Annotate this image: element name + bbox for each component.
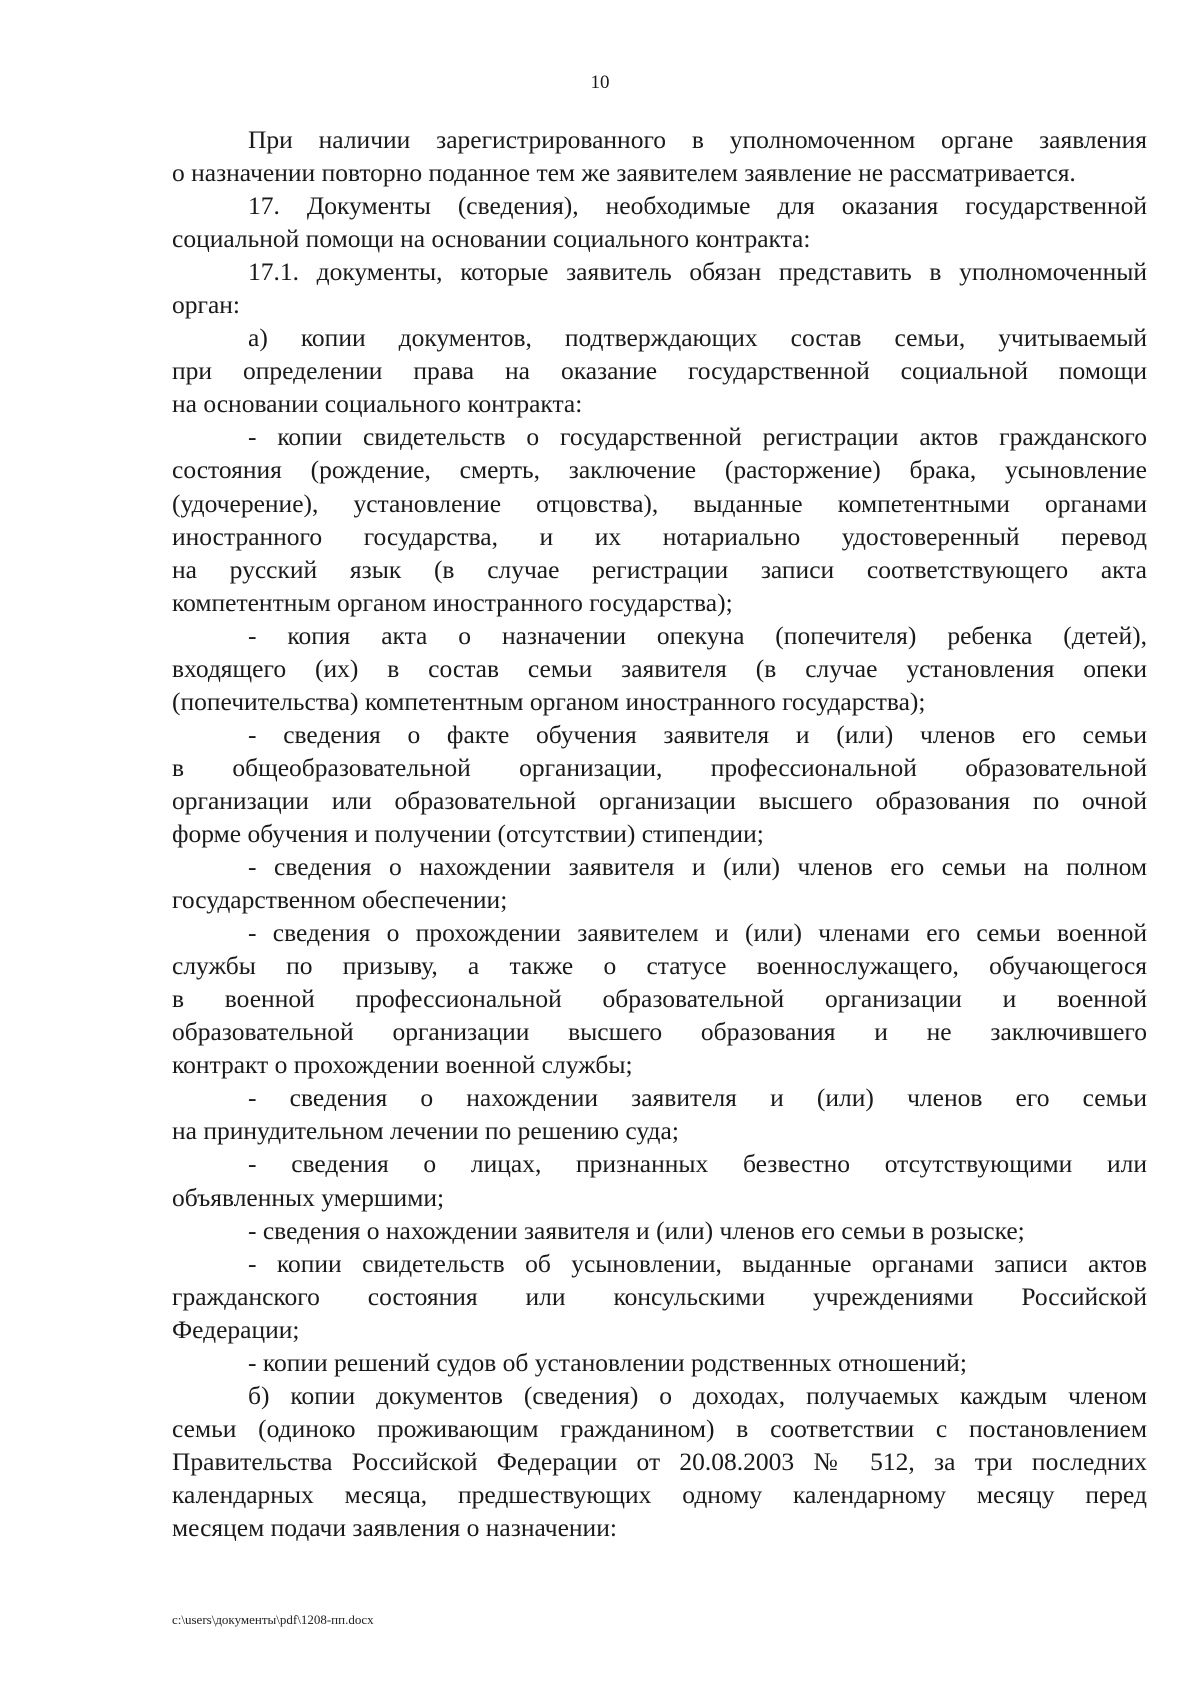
text-line: (удочерение), установление отцовства), выданные компетентными органами xyxy=(172,488,1147,518)
text-line: 17.1. документы, которые заявитель обязан представить в уполномоченный xyxy=(248,257,1147,287)
text-line: о назначении повторно поданное тем же заявителем заявление не рассматривается. xyxy=(172,158,1076,188)
text-line: а) копии документов, подтверждающих состав семьи, учитываемый xyxy=(248,323,1147,353)
paragraph xyxy=(172,1346,1147,1379)
text-line: объявленных умершими; xyxy=(172,1182,445,1212)
text-line: - сведения о факте обучения заявителя и (или) членов его семьи xyxy=(248,719,1147,749)
paragraph xyxy=(172,916,1147,1081)
text-line: календарных месяца, предшествующих одному календарному месяцу перед xyxy=(172,1479,1147,1509)
text-line: Федерации; xyxy=(172,1314,300,1344)
footer-file-path: c:\users\документы\pdf\1208-пп.docx xyxy=(172,1612,374,1627)
text-line: образовательной организации высшего образования и не заключившего xyxy=(172,1017,1147,1047)
text-line: - копия акта о назначении опекуна (попечителя) ребенка (детей), xyxy=(248,620,1147,650)
text-line: контракт о прохождении военной службы; xyxy=(172,1050,633,1080)
text-line: социальной помощи на основании социального контракта: xyxy=(172,224,811,254)
text-line: форме обучения и получении (отсутствии) стипендии; xyxy=(172,818,764,848)
text-line: - копии свидетельств об усыновлении, выданные органами записи актов xyxy=(248,1248,1147,1278)
text-line: в общеобразовательной организации, профессиональной образовательной xyxy=(172,752,1147,782)
text-line: государственном обеспечении; xyxy=(172,885,508,915)
paragraph xyxy=(172,1214,1147,1247)
text-line: б) копии документов (сведения) о доходах, получаемых каждым членом xyxy=(248,1380,1147,1410)
text-line: - сведения о лицах, признанных безвестно отсутствующими или xyxy=(248,1149,1147,1179)
paragraph xyxy=(172,255,1147,321)
text-line: на русский язык (в случае регистрации записи соответствующего акта xyxy=(172,554,1147,584)
paragraph xyxy=(172,189,1147,255)
text-line: - сведения о нахождении заявителя и (или) членов его семьи на полном xyxy=(248,852,1147,882)
text-line: службы по призыву, а также о статусе военнослужащего, обучающегося xyxy=(172,951,1147,981)
text-line: месяцем подачи заявления о назначении: xyxy=(172,1512,617,1542)
paragraph xyxy=(172,850,1147,916)
document-body xyxy=(172,123,1147,1544)
paragraph xyxy=(172,1147,1147,1213)
text-line: при определении права на оказание государственной социальной помощи xyxy=(172,356,1147,386)
paragraph xyxy=(172,619,1147,718)
paragraph xyxy=(172,420,1147,618)
paragraph xyxy=(172,1379,1147,1544)
text-line: При наличии зарегистрированного в уполномоченном органе заявления xyxy=(248,125,1147,154)
text-line: - сведения о нахождении заявителя и (или) членов его семьи xyxy=(248,1083,1147,1113)
text-line: в военной профессиональной образовательной организации и военной xyxy=(172,984,1147,1014)
text-line: входящего (их) в состав семьи заявителя (в случае установления опеки xyxy=(172,653,1147,683)
text-line: орган: xyxy=(172,290,241,320)
text-line: Правительства Российской Федерации от 20.08.2003 № 512, за три последних xyxy=(172,1446,1147,1476)
paragraph xyxy=(172,1081,1147,1147)
text-line: 17. Документы (сведения), необходимые для оказания государственной xyxy=(248,191,1147,221)
text-line: на принудительном лечении по решению суда; xyxy=(172,1116,679,1146)
text-line: - сведения о нахождении заявителя и (или) членов его семьи в розыске; xyxy=(248,1215,1025,1245)
text-line: гражданского состояния или консульскими учреждениями Российской xyxy=(172,1281,1147,1311)
text-line: состояния (рождение, смерть, заключение (расторжение) брака, усыновление xyxy=(172,455,1147,485)
text-line: (попечительства) компетентным органом иностранного государства); xyxy=(172,686,926,716)
text-line: семьи (одиноко проживающим гражданином) в соответствии с постановлением xyxy=(172,1413,1147,1443)
text-line: - сведения о прохождении заявителем и (или) членами его семьи военной xyxy=(248,918,1147,948)
text-line: компетентным органом иностранного государства); xyxy=(172,587,733,617)
text-line: организации или образовательной организации высшего образования по очной xyxy=(172,785,1147,815)
page-number: 10 xyxy=(590,72,610,93)
paragraph xyxy=(172,321,1147,420)
text-line: - копии решений судов об установлении родственных отношений; xyxy=(248,1347,967,1377)
paragraph xyxy=(172,718,1147,850)
text-line: на основании социального контракта: xyxy=(172,389,583,419)
paragraph xyxy=(172,1247,1147,1346)
text-line: иностранного государства, и их нотариально удостоверенный перевод xyxy=(172,521,1147,551)
paragraph xyxy=(172,123,1147,189)
text-line: - копии свидетельств о государственной регистрации актов гражданского xyxy=(248,422,1147,452)
